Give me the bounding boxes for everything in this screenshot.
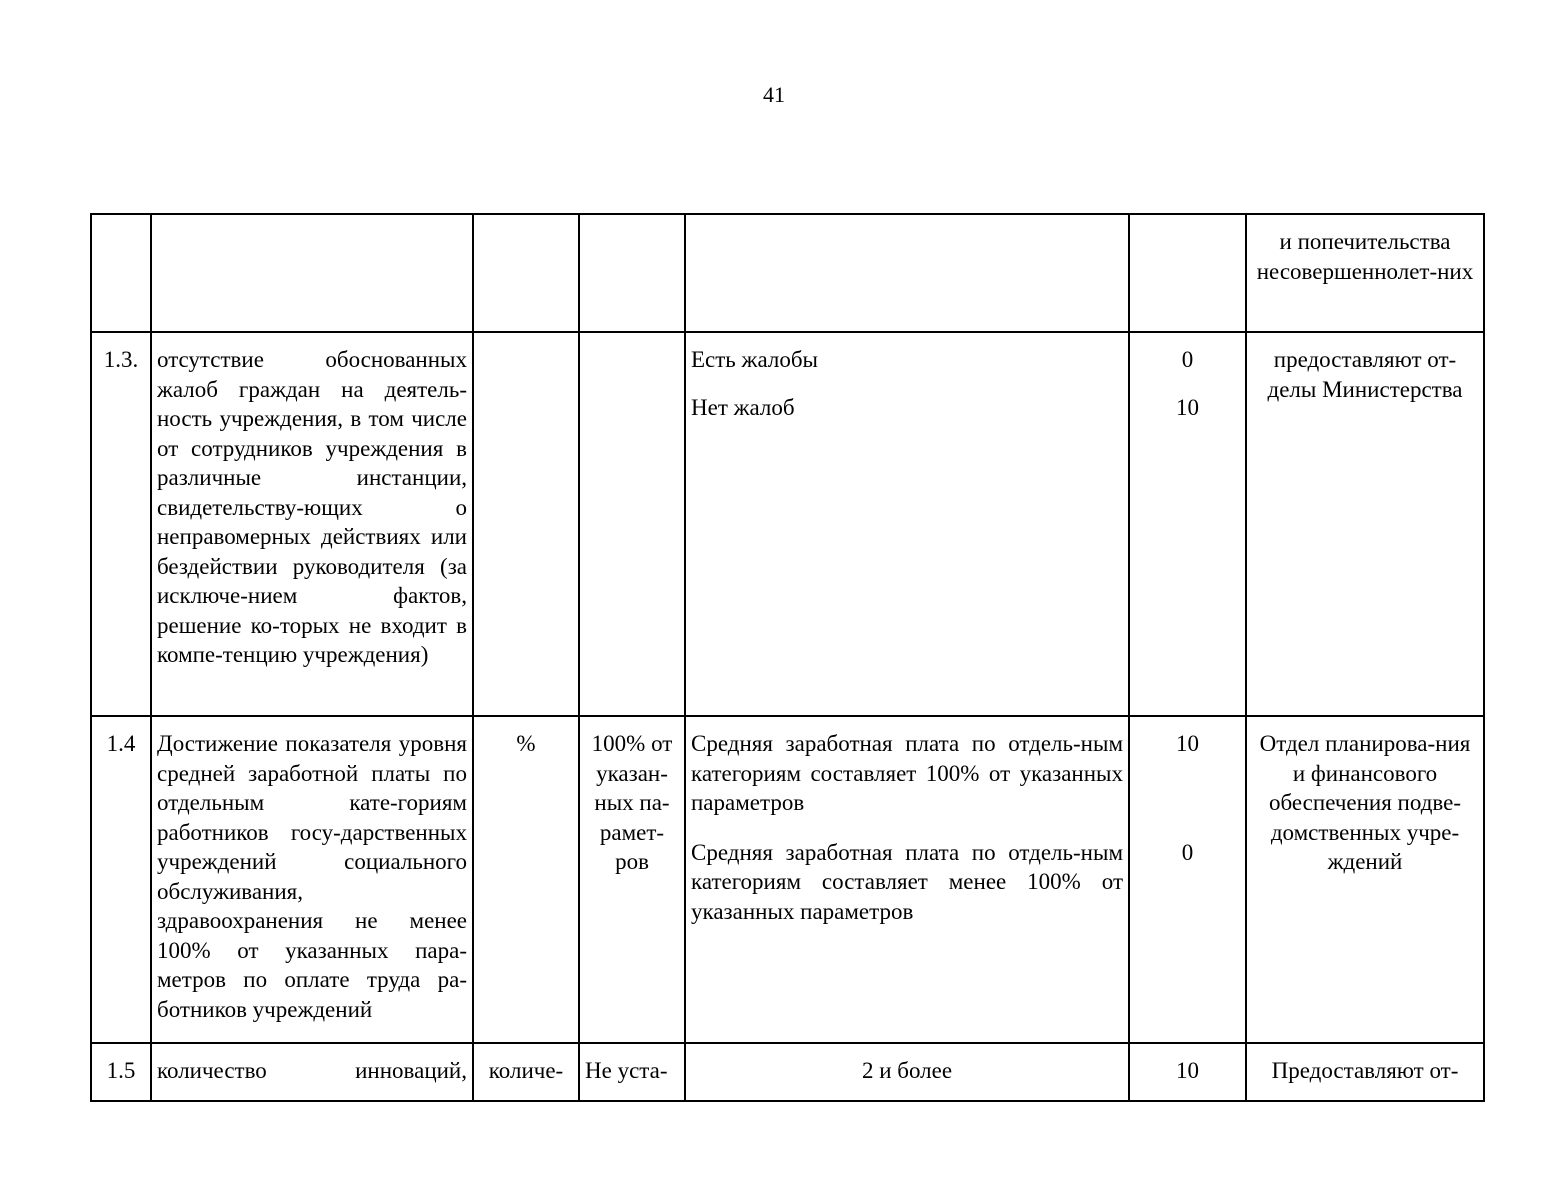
unit-cell: %: [473, 716, 579, 1043]
score-value: 10: [1176, 1058, 1199, 1083]
conditions-cell: [685, 716, 1129, 1043]
source-cell: и попечительства несовершеннолет-них: [1246, 214, 1484, 332]
source-cell: предоставляют от-делы Министерства: [1246, 332, 1484, 716]
conditions-cell: [685, 214, 1129, 332]
norm-cell: [579, 332, 685, 716]
unit-cell: [473, 214, 579, 332]
scores-cell: [1129, 214, 1246, 332]
score-value: 10: [1176, 731, 1199, 756]
indicator-cell: отсутствие обоснованных жалоб граждан на деятель-ность учреждения, в том числе от сотрудников учреждения в различные инстанции, свидетельству-ющих о неправомерных действиях или бездействии руководителя (за исключе-нием фактов, решение ко-торых не входит в компе-тенцию учреждения): [151, 332, 473, 716]
table-row: [91, 1043, 1484, 1101]
condition-text: Нет жалоб: [691, 394, 795, 420]
conditions-cell: [685, 1043, 1129, 1101]
scores-cell: [1129, 716, 1246, 1043]
table-row: [91, 332, 1484, 716]
conditions-cell: [685, 332, 1129, 716]
indicator-cell: Достижение показателя уровня средней заработной платы по отдельным кате-гориям работников госу-дарственных учреждений социального обслуживания, здравоохранения не менее 100% от указанных пара-метров по оплате труда ра-ботников учреждений: [151, 716, 473, 1043]
indicator-cell: [151, 214, 473, 332]
scores-cell: [1129, 1043, 1246, 1101]
norm-cell: 100% от указан-ных па-рамет-ров: [579, 716, 685, 1043]
source-cell: Предоставляют от-: [1246, 1043, 1484, 1101]
source-cell: Отдел планирова-ния и финансового обеспечения подве-домственных учре-ждений: [1246, 716, 1484, 1043]
score-value: 0: [1181, 839, 1194, 865]
norm-cell: Не уста-: [579, 1043, 685, 1101]
condition-text: Средняя заработная плата по отдель-ным категориям составляет менее 100% от указанных параметров: [691, 839, 1123, 924]
unit-cell: количе-: [473, 1043, 579, 1101]
row-number-cell: 1.4: [91, 716, 151, 1043]
norm-cell: [579, 214, 685, 332]
condition-text: Есть жалобы: [691, 347, 818, 372]
score-value: 0: [1181, 347, 1194, 372]
table-row: [91, 214, 1484, 332]
table-row: [91, 716, 1484, 1043]
criteria-table: [90, 213, 1485, 1102]
condition-text: 2 и более: [861, 1058, 953, 1083]
scores-cell: [1129, 332, 1246, 716]
indicator-cell: количество инноваций,: [151, 1043, 473, 1101]
page-number: 41: [763, 82, 785, 107]
row-number-cell: [91, 214, 151, 332]
unit-cell: [473, 332, 579, 716]
score-value: 10: [1176, 394, 1199, 420]
condition-text: Средняя заработная плата по отдель-ным категориям составляет 100% от указанных параметров: [691, 731, 1123, 815]
row-number-cell: 1.3.: [91, 332, 151, 716]
row-number-cell: 1.5: [91, 1043, 151, 1101]
